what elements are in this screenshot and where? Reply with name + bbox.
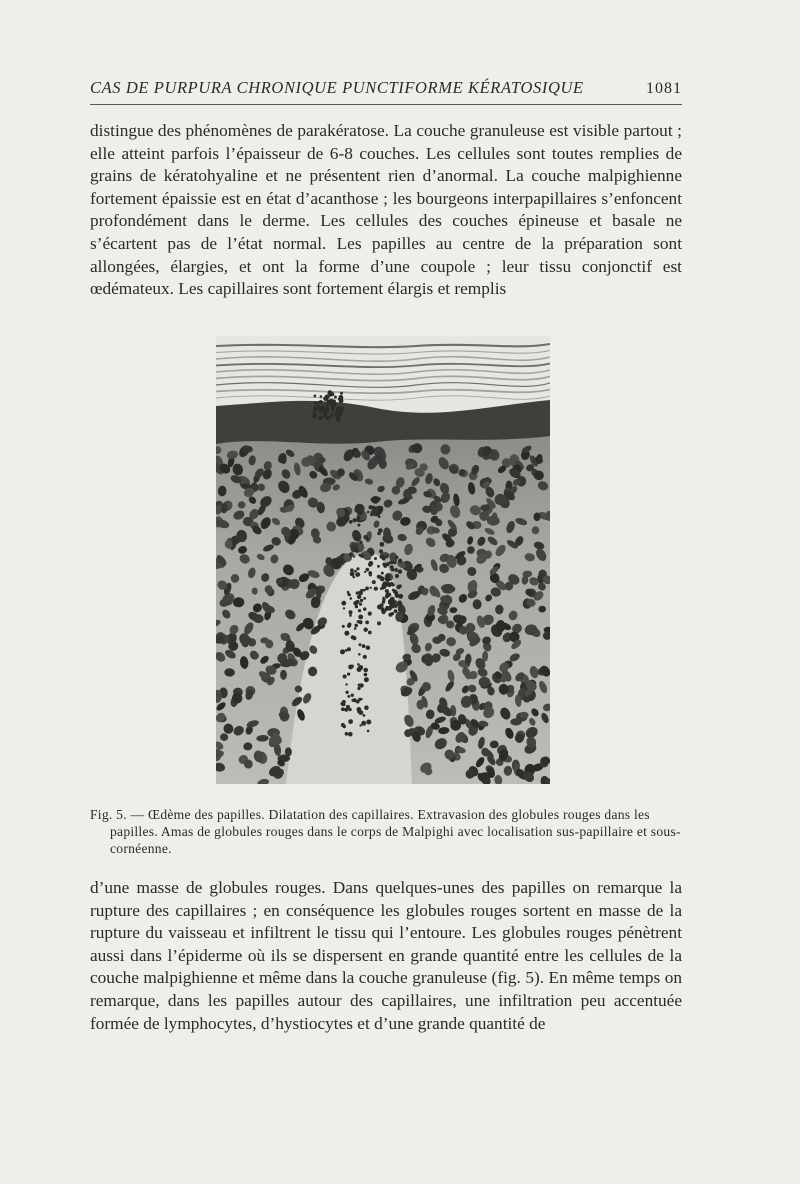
red-blood-cell <box>395 556 398 559</box>
red-blood-cell <box>359 643 362 646</box>
red-blood-cell <box>380 542 385 547</box>
red-blood-cell <box>398 594 403 599</box>
red-blood-cell <box>383 564 387 568</box>
red-blood-cell <box>366 538 369 541</box>
red-blood-cell <box>382 597 384 599</box>
red-blood-cell <box>363 668 368 673</box>
red-blood-cell <box>362 644 366 648</box>
red-blood-cell <box>372 580 376 584</box>
red-blood-cell <box>364 673 368 677</box>
red-blood-cell <box>347 647 351 651</box>
red-blood-cell <box>361 721 366 726</box>
running-title: CAS DE PURPURA CHRONIQUE PUNCTIFORME KÉRATOSIQUE <box>90 78 584 97</box>
red-blood-cell <box>381 607 385 611</box>
red-blood-cell <box>357 524 360 527</box>
red-blood-cell <box>355 573 359 577</box>
red-blood-cell <box>359 541 362 544</box>
red-blood-cell <box>385 595 389 599</box>
red-blood-cell <box>349 610 353 614</box>
red-blood-cell <box>355 605 358 608</box>
histology-figure <box>216 336 550 784</box>
red-blood-cell <box>357 663 360 666</box>
red-blood-cell <box>380 603 384 607</box>
red-blood-cell <box>364 705 369 710</box>
red-blood-cell <box>354 627 357 630</box>
red-blood-cell <box>358 665 363 670</box>
red-blood-cell <box>351 694 354 697</box>
red-blood-cell <box>386 574 390 578</box>
red-blood-cell <box>323 396 328 401</box>
red-blood-cell <box>356 567 359 570</box>
red-blood-cell <box>344 708 348 712</box>
red-blood-cell <box>351 635 355 639</box>
red-blood-cell <box>326 409 330 413</box>
red-blood-cell <box>348 623 352 627</box>
red-blood-cell <box>354 509 358 513</box>
red-blood-cell <box>353 555 355 557</box>
red-blood-cell <box>365 587 369 591</box>
red-blood-cell <box>357 620 360 623</box>
figure-caption <box>90 806 682 858</box>
histology-micrograph <box>216 336 550 784</box>
red-blood-cell <box>313 412 316 415</box>
red-blood-cell <box>339 395 342 398</box>
red-blood-cell <box>343 675 347 679</box>
red-blood-cell <box>374 587 378 591</box>
red-blood-cell <box>380 575 383 578</box>
red-blood-cell <box>347 593 350 596</box>
red-blood-cell <box>319 411 322 414</box>
red-blood-cell <box>396 585 400 589</box>
red-blood-cell <box>344 631 349 636</box>
red-blood-cell <box>358 609 361 612</box>
red-blood-cell <box>394 562 397 565</box>
red-blood-cell <box>379 549 383 553</box>
red-blood-cell <box>368 631 372 635</box>
red-blood-cell <box>314 401 317 404</box>
red-blood-cell <box>364 571 366 573</box>
red-blood-cell <box>356 591 359 594</box>
header-rule <box>90 104 682 105</box>
red-blood-cell <box>383 581 386 584</box>
red-blood-cell <box>350 568 354 572</box>
red-blood-cell <box>348 732 353 737</box>
red-blood-cell <box>350 665 354 669</box>
red-blood-cell <box>318 401 322 405</box>
red-blood-cell <box>382 600 385 603</box>
red-blood-cell <box>323 414 327 418</box>
red-blood-cell <box>347 673 350 676</box>
red-blood-cell <box>364 628 368 632</box>
red-blood-cell <box>358 510 363 515</box>
red-blood-cell <box>387 583 391 587</box>
red-blood-cell <box>380 555 383 558</box>
red-blood-cell <box>392 589 395 592</box>
red-blood-cell <box>368 563 372 567</box>
red-blood-cell <box>367 511 370 514</box>
red-blood-cell <box>357 687 360 690</box>
red-blood-cell <box>394 568 398 572</box>
red-blood-cell <box>336 407 340 411</box>
red-blood-cell <box>342 625 345 628</box>
red-blood-cell <box>366 568 370 572</box>
red-blood-cell <box>340 411 343 414</box>
red-blood-cell <box>354 548 357 551</box>
red-blood-cell <box>390 565 394 569</box>
red-blood-cell <box>389 561 392 564</box>
red-blood-cell <box>358 653 361 656</box>
red-blood-cell <box>341 601 346 606</box>
red-blood-cell <box>349 520 353 524</box>
red-blood-cell <box>370 587 372 589</box>
red-blood-cell <box>351 699 354 702</box>
red-blood-cell <box>395 594 399 598</box>
red-blood-cell <box>378 515 381 518</box>
red-blood-cell <box>357 710 360 713</box>
red-blood-cell <box>330 413 334 417</box>
red-blood-cell <box>350 597 353 600</box>
red-blood-cell <box>343 725 346 728</box>
red-blood-cell <box>322 411 325 414</box>
red-blood-cell <box>341 701 346 706</box>
red-blood-cell <box>318 416 322 420</box>
red-blood-cell <box>363 607 366 610</box>
red-blood-cell <box>330 392 334 396</box>
cell-nucleus <box>473 599 482 609</box>
red-blood-cell <box>357 516 361 520</box>
red-blood-cell <box>363 589 366 592</box>
red-blood-cell <box>364 677 369 682</box>
red-blood-cell <box>363 597 366 600</box>
red-blood-cell <box>348 719 353 724</box>
red-blood-cell <box>341 707 345 711</box>
red-blood-cell <box>336 417 341 422</box>
red-blood-cell <box>368 571 372 575</box>
red-blood-cell <box>345 732 349 736</box>
red-blood-cell <box>381 572 384 575</box>
body-paragraph-1: distingue des phénomènes de parakératose. La couche granuleuse est visible partout ; elle atteint parfois l’épaisseur de 6-8 couches. Les cellules sont toutes remplies de grains de kératohyaline et ne présentent rien d’anormal. La couche malpighienne fortement épaissie est en état d’acanthose ; les bourgeons interpapillaires s’enfoncent profondément dans le derme. Les cellules des couches épineuse et basale ne s’écartent pas de l’état normal. Les papilles au centre de la préparation sont allongées, élargies, et ont la forme d’une coupole ; leur tissu conjonctif est œdémateux. Les capillaires sont fortement élargis et remplis <box>90 121 682 299</box>
red-blood-cell <box>343 607 345 609</box>
page-number: 1081 <box>646 80 682 97</box>
red-blood-cell <box>363 714 366 717</box>
red-blood-cell <box>360 698 362 700</box>
red-blood-cell <box>368 505 372 509</box>
red-blood-cell <box>357 595 361 599</box>
red-blood-cell <box>395 574 399 578</box>
red-blood-cell <box>382 584 385 587</box>
red-blood-cell <box>345 691 348 694</box>
red-blood-cell <box>347 695 350 698</box>
red-blood-cell <box>345 683 347 685</box>
red-blood-cell <box>391 612 394 615</box>
red-blood-cell <box>358 554 361 557</box>
red-blood-cell <box>366 720 371 725</box>
red-blood-cell <box>318 407 323 412</box>
red-blood-cell <box>349 552 354 557</box>
red-blood-cell <box>335 411 339 415</box>
red-blood-cell <box>354 570 357 573</box>
red-blood-cell <box>334 396 337 399</box>
cell-nucleus <box>479 677 491 687</box>
red-blood-cell <box>363 655 367 659</box>
red-blood-cell <box>349 614 352 617</box>
red-blood-cell <box>314 395 317 398</box>
red-blood-cell <box>331 407 335 411</box>
red-blood-cell <box>360 589 363 592</box>
red-blood-cell <box>320 395 323 398</box>
red-blood-cell <box>377 532 381 536</box>
red-blood-cell <box>366 646 370 650</box>
red-blood-cell <box>368 612 372 616</box>
red-blood-cell <box>359 724 361 726</box>
red-blood-cell <box>340 392 343 395</box>
red-blood-cell <box>394 609 398 613</box>
red-blood-cell <box>352 518 356 522</box>
red-blood-cell <box>352 576 355 579</box>
red-blood-cell <box>385 606 389 610</box>
red-blood-cell <box>312 414 316 418</box>
body-paragraph-2: d’une masse de globules rouges. Dans quelques-unes des papilles on remarque la rupture des capillaires ; en conséquence les globules rouges sortent en masse de la rupture du vaisseau et infiltrent le tissu qui l’entoure. Les globules rouges pénètrent aussi dans l’épiderme où ils se dispersent en grande quantité entre les cellules de la couche malpighienne et même dans la couche granuleuse (fig. 5). En même temps on remarque, dans les papilles autour des capillaires, une infiltration peu accentuée formée de lymphocytes, d’hystiocytes et d’une grande quantité de <box>90 878 682 1033</box>
figure-caption-text: Fig. 5. — Œdème des papilles. Dilatation des capillaires. Extravasion des globules rouges dans les papilles. Amas de globules rouges dans le corps de Malpighi avec localisation sus-papillaire et sous-cornéenne. <box>90 807 681 857</box>
red-blood-cell <box>398 602 403 607</box>
red-blood-cell <box>359 683 363 687</box>
red-blood-cell <box>354 624 358 628</box>
red-blood-cell <box>385 589 389 593</box>
red-blood-cell <box>356 537 360 541</box>
red-blood-cell <box>391 601 395 605</box>
red-blood-cell <box>340 649 345 654</box>
running-head <box>90 78 682 98</box>
red-blood-cell <box>390 597 395 602</box>
red-blood-cell <box>377 621 381 625</box>
red-blood-cell <box>358 615 363 620</box>
red-blood-cell <box>399 559 402 562</box>
red-blood-cell <box>395 604 398 607</box>
red-blood-cell <box>385 555 388 558</box>
red-blood-cell <box>360 599 363 602</box>
cell-nucleus <box>265 585 273 593</box>
red-blood-cell <box>359 603 362 606</box>
red-blood-cell <box>350 572 355 577</box>
red-blood-cell <box>377 565 380 568</box>
red-blood-cell <box>313 406 316 409</box>
red-blood-cell <box>374 557 377 560</box>
red-blood-cell <box>365 621 369 625</box>
red-blood-cell <box>361 554 364 557</box>
red-blood-cell <box>367 730 370 733</box>
red-blood-cell <box>398 569 402 573</box>
